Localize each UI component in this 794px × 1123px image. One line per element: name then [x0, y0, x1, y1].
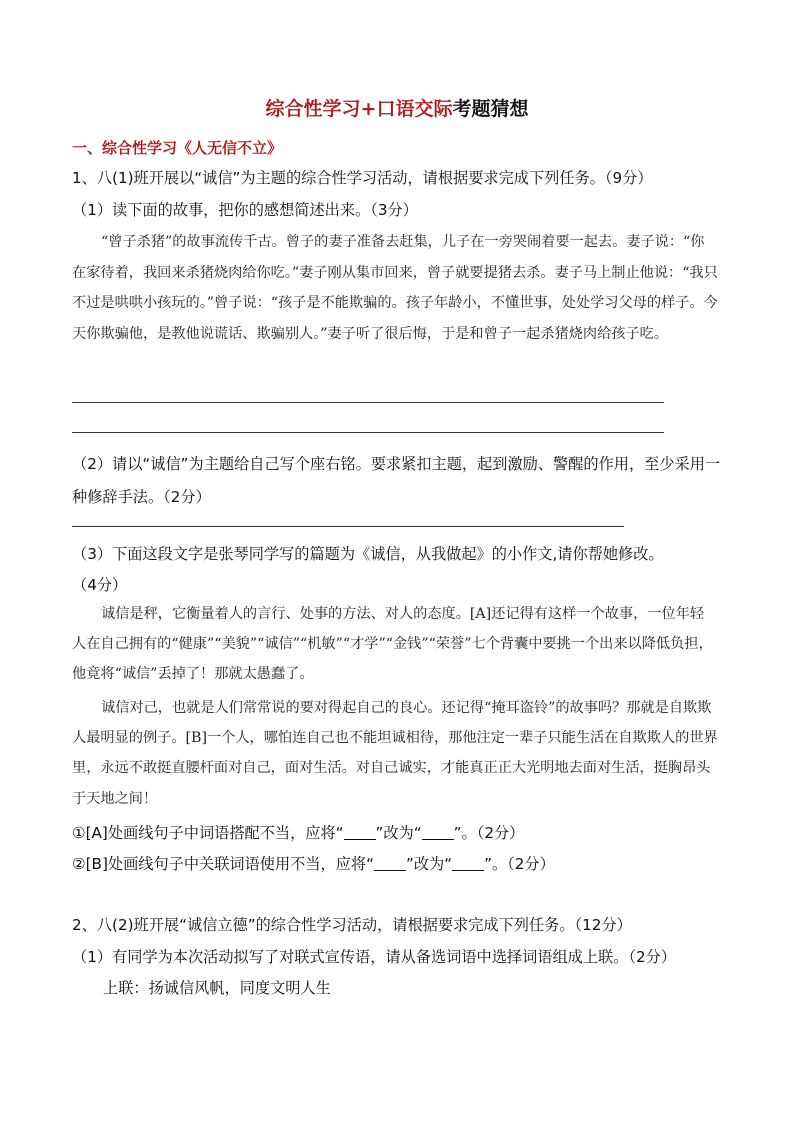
item-1-part-c: ”。（2分）	[453, 824, 525, 842]
item-1-part-a: ①[A]处画线句子中词语搭配不当，应将“	[72, 824, 344, 842]
item-2-part-a: ②[B]处画线句子中关联词语使用不当，应将“	[72, 855, 374, 873]
essay-paragraph-1: 诚信是秤，它衡量着人的言行、处事的方法、对人的态度。[A]还记得有这样一个故事，一位年轻人在自己拥有的“健康”“美貌”“诚信”“机敏”“才学”“金钱”“荣誉”七个背囊中要挑一个出来以降低负担，他竟将“诚信”丢掉了！那就太愚蠢了。	[72, 606, 713, 683]
page-title	[0, 94, 794, 121]
question-1-stem: 1、八(1)班开展以“诚信”为主题的综合性学习活动，请根据要求完成下列任务。（9分）	[72, 169, 653, 187]
fill-blank[interactable]	[344, 825, 376, 840]
question-2-sub-1: （1）有同学为本次活动拟写了对联式宣传语，请从备选词语中选择词语组成上联。（2分）	[72, 948, 677, 966]
section-heading: 一、综合性学习《人无信不立》	[72, 139, 283, 157]
essay-paragraph-2: 诚信对己，也就是人们常常说的要对得起自己的良心。还记得“掩耳盗铃”的故事吗？那就是自欺欺人最明显的例子。[B]一个人，哪怕连自己也不能坦诚相待，那他注定一辈子只能生活在自欺欺人的世界里，永远不敢挺直腰杆面对自己，面对生活。对自己诚实，才能真正正大光明地去面对生活，挺胸昂头于天地之间！	[72, 700, 718, 807]
question-1-item-2	[72, 853, 555, 874]
item-1-part-b: ”改为“	[375, 824, 422, 842]
answer-line	[72, 402, 664, 403]
question-1-sub-3-score: （4分）	[72, 576, 128, 594]
answer-line	[72, 432, 664, 433]
fill-blank[interactable]	[374, 856, 406, 871]
title-black-part: 考题猜想	[452, 98, 529, 120]
question-1-item-1	[72, 822, 524, 843]
item-2-part-b: ”改为“	[405, 855, 453, 873]
story-paragraph: “曾子杀猪”的故事流传千古。曾子的妻子准备去赶集，儿子在一旁哭闹着要一起去。妻子说：“你在家待着，我回来杀猪烧肉给你吃。”妻子刚从集市回来，曾子就要提猪去杀。妻子马上制止他说：“我只不过是哄哄小孩玩的。”曾子说：“孩子是不能欺骗的。孩子年龄小，不懂世事，处处学习父母的样子。今天你欺骗他，是教他说谎话、欺骗别人。”妻子听了很后悔，于是和曾子一起杀猪烧肉给孩子吃。	[72, 234, 718, 342]
couplet-upper: 上联：扬诚信风帆，同度文明人生	[103, 979, 331, 997]
question-1-sub-3: （3）下面这段文字是张琴同学写的篇题为《诚信，从我做起》的小作文,请你帮她修改。	[72, 545, 664, 563]
item-2-part-c: ”。（2分）	[484, 855, 555, 873]
fill-blank[interactable]	[452, 856, 484, 871]
question-1-sub-2: （2）请以“诚信”为主题给自己写个座右铭。要求紧扣主题，起到激励、警醒的作用，至少采用一种修辞手法。（2分）	[72, 455, 721, 506]
question-1-sub-1: （1）读下面的故事，把你的感想简述出来。（3分）	[72, 201, 418, 219]
title-red-part: 综合性学习+口语交际	[265, 98, 453, 120]
answer-line	[72, 526, 624, 527]
question-2-stem: 2、八(2)班开展“诚信立德”的综合性学习活动，请根据要求完成下列任务。（12分）	[72, 916, 632, 934]
fill-blank[interactable]	[422, 825, 454, 840]
